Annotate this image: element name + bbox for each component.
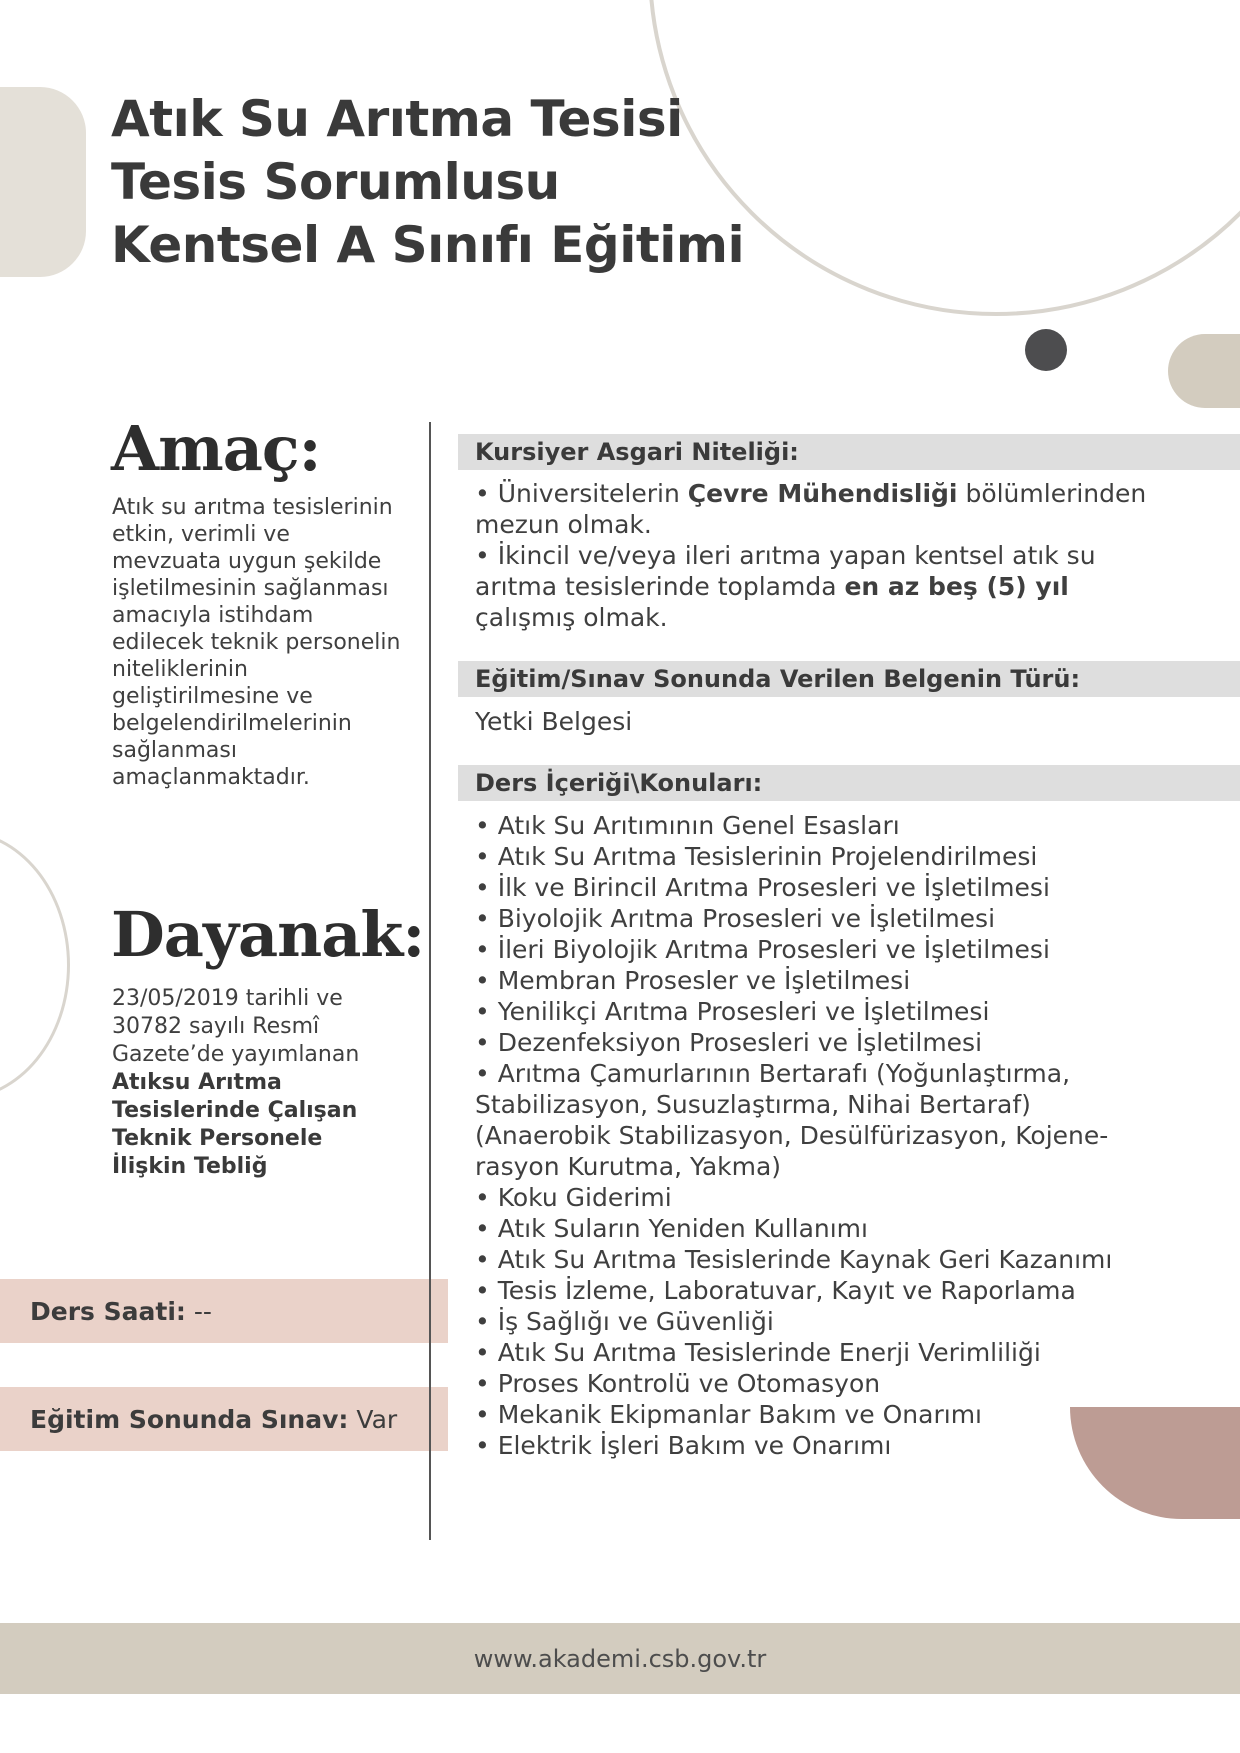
sinav-label: Eğitim Sonunda Sınav: <box>30 1404 349 1434</box>
nitelik-list <box>475 478 1155 633</box>
dayanak-text-bold: Atıksu Arıtma Tesislerinde Çalışan Teknik Personele İlişkin Tebliğ <box>112 1070 358 1179</box>
nitelik-item-bold: en az beş (5) yıl <box>844 572 1069 601</box>
list-item: • Dezenfeksiyon Prosesleri ve İşletilmesi <box>475 1028 983 1057</box>
belge-heading: Eğitim/Sınav Sonunda Verilen Belgenin Türü: <box>458 661 1240 697</box>
list-item: • Biyolojik Arıtma Prosesleri ve İşletilmesi <box>475 904 996 933</box>
list-item: (Anaerobik Stabilizasyon, Desülfürizasyon, Kojene-rasyon Kurutma, Yakma) <box>475 1121 1109 1181</box>
nitelik-item <box>475 540 1155 633</box>
sinav-bar <box>0 1387 448 1451</box>
nitelik-item-bold: Çevre Mühendisliği <box>687 479 958 508</box>
ders-saati-value: -- <box>193 1296 212 1326</box>
title-line-1: Atık Su Arıtma Tesisi <box>111 90 683 148</box>
list-item: • İlk ve Birincil Arıtma Prosesleri ve İşletilmesi <box>475 873 1050 902</box>
decorative-tab-top-left <box>0 87 86 277</box>
ders-saati-bar <box>0 1279 448 1343</box>
belge-value: Yetki Belgesi <box>475 707 633 736</box>
nitelik-item-text: • Üniversitelerin <box>475 479 688 508</box>
nitelik-item-text: çalışmış olmak. <box>475 603 668 632</box>
decorative-tab-right <box>1168 334 1240 408</box>
dayanak-text <box>112 985 392 1181</box>
sinav-value: Var <box>356 1404 398 1434</box>
list-item: • Proses Kontrolü ve Otomasyon <box>475 1369 881 1398</box>
dayanak-heading: Dayanak: <box>111 898 425 971</box>
nitelik-item-text: • İkincil ve/veya ileri arıtma yapan kentsel atık su arıtma tesislerinde toplamda <box>475 541 1096 601</box>
list-item: • İş Sağlığı ve Güvenliği <box>475 1307 774 1336</box>
title-line-3: Kentsel A Sınıfı Eğitimi <box>111 216 745 274</box>
list-item: • Atık Suların Yeniden Kullanımı <box>475 1214 868 1243</box>
list-item: • Tesis İzleme, Laboratuvar, Kayıt ve Raporlama <box>475 1276 1076 1305</box>
list-item: • Atık Su Arıtma Tesislerinde Enerji Verimliliği <box>475 1338 1041 1367</box>
ders-list <box>475 810 1155 1461</box>
list-item: • Elektrik İşleri Bakım ve Onarımı <box>475 1431 892 1460</box>
page-title <box>111 88 744 277</box>
list-item: • Atık Su Arıtma Tesislerinde Kaynak Geri Kazanımı <box>475 1245 1113 1274</box>
nitelik-item-text: bölümlerinden mezun olmak. <box>475 479 1147 539</box>
amac-heading: Amaç: <box>111 412 321 485</box>
decorative-dot <box>1025 329 1067 371</box>
footer-url[interactable]: www.akademi.csb.gov.tr <box>473 1644 767 1673</box>
amac-text: Atık su arıtma tesislerinin etkin, verimli ve mevzuata uygun şekilde işletilmesinin sağlanması amacıyla istihdam edilecek teknik personelin niteliklerinin geliştirilmesine ve belgelendirilmelerinin sağlanması amaçlanmaktadır. <box>112 495 401 790</box>
list-item: • Mekanik Ekipmanlar Bakım ve Onarımı <box>475 1400 982 1429</box>
list-item: • Membran Prosesler ve İşletilmesi <box>475 966 911 995</box>
title-line-2: Tesis Sorumlusu <box>111 153 560 211</box>
nitelik-heading: Kursiyer Asgari Niteliği: <box>458 434 1240 470</box>
nitelik-item <box>475 478 1155 540</box>
dayanak-text-prefix: 23/05/2019 tarihli ve 30782 sayılı Resmî Gazete’de yayımlanan <box>112 986 360 1067</box>
list-item: • Atık Su Arıtma Tesislerinin Projelendirilmesi <box>475 842 1038 871</box>
column-divider <box>429 422 431 1540</box>
ders-heading: Ders İçeriği\Konuları: <box>458 765 1240 801</box>
ders-saati-label: Ders Saati: <box>30 1296 186 1326</box>
list-item: • Yenilikçi Arıtma Prosesleri ve İşletilmesi <box>475 997 990 1026</box>
list-item: • Koku Giderimi <box>475 1183 672 1212</box>
list-item: • Atık Su Arıtımının Genel Esasları <box>475 811 900 840</box>
list-item: • Arıtma Çamurlarının Bertarafı (Yoğunlaştırma, Stabilizasyon, Susuzlaştırma, Nihai Bertaraf) <box>475 1059 1071 1119</box>
footer <box>0 1623 1240 1694</box>
list-item: • İleri Biyolojik Arıtma Prosesleri ve İşletilmesi <box>475 935 1050 964</box>
decorative-ring-left <box>0 830 70 1100</box>
